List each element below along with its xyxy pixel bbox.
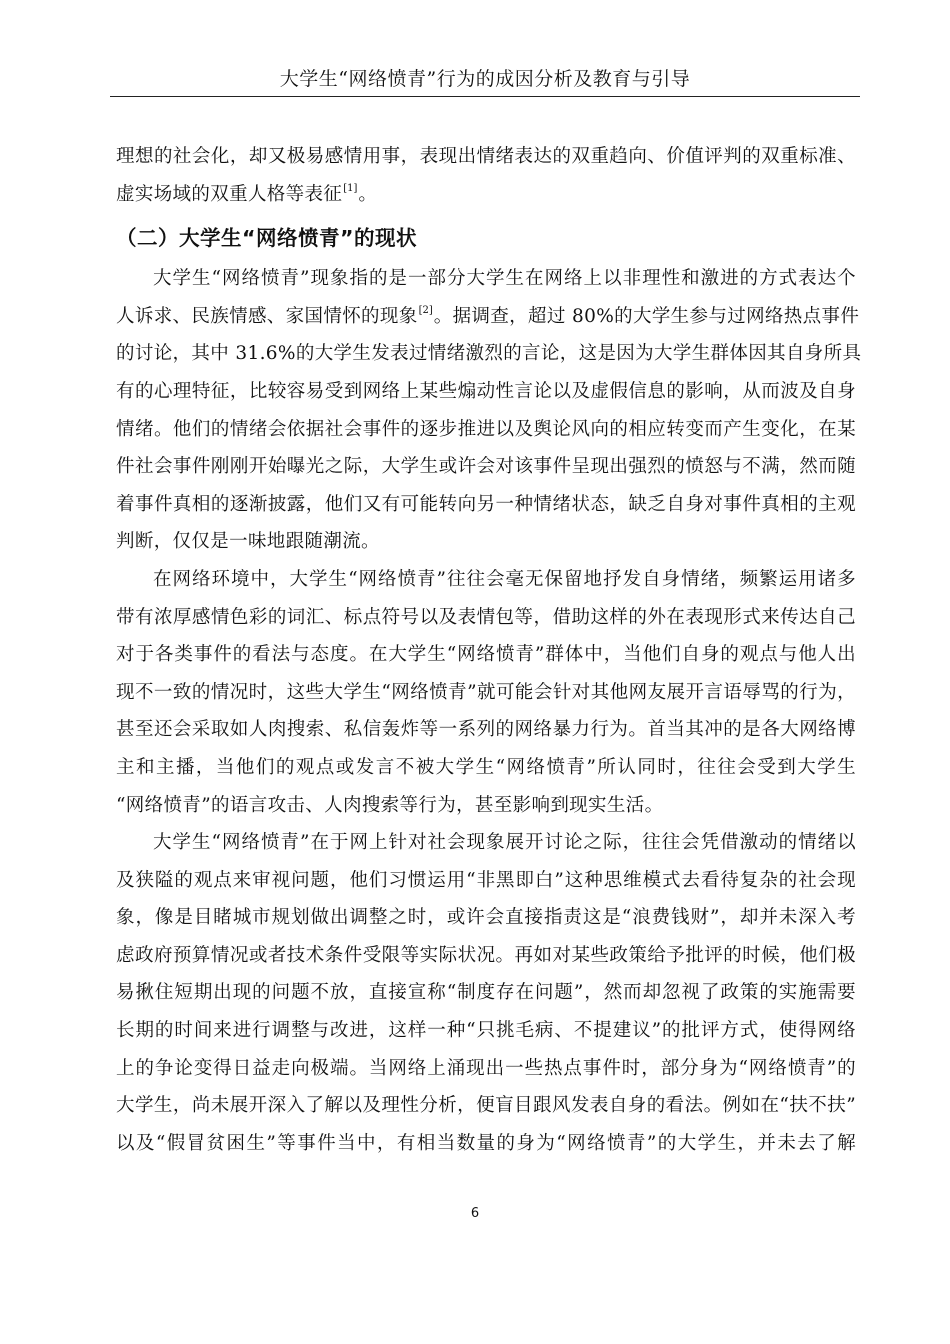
text-line: 判断，仅仅是一味地跟随潮流。 [116,531,380,553]
text-span: 。据调查，超过 80%的大学生参与过网络热点事件 [433,305,860,327]
text-line: 带有浓厚感情色彩的词汇、标点符号以及表情包等，借助这样的外在表现形式来传达自己 [116,606,856,628]
text-line: 对于各类事件的看法与态度。在大学生“网络愤青”群体中，当他们自身的观点与他人出 [116,644,856,666]
header-divider [110,96,860,97]
text-line: “网络愤青”的语言攻击、人肉搜索等行为，甚至影响到现实生活。 [116,794,664,816]
text-line: 长期的时间来进行调整与改进，这样一种“只挑毛病、不提建议”的批评方式，使得网络 [116,1020,856,1042]
text-line: 着事件真相的逐渐披露，他们又有可能转向另一种情绪状态，缺乏自身对事件真相的主观 [116,493,856,515]
text-line: 虑政府预算情况或者技术条件受限等实际状况。再如对某些政策给予批评的时候，他们极 [116,944,856,966]
text-line: 理想的社会化，却又极易感情用事，表现出情绪表达的双重趋向、价值评判的双重标准、 [116,146,856,167]
text-span: 人诉求、民族情感、家国情怀的现象 [116,305,418,327]
body-text [116,138,862,1162]
paragraph [116,260,862,561]
text-line: 件社会事件刚刚开始曝光之际，大学生或许会对该事件呈现出强烈的愤怒与不满，然而随 [116,456,856,478]
text-line: 大学生“网络愤青”在于网上针对社会现象展开讨论之际，往往会凭借激动的情绪以 [153,832,856,854]
text-line: 以及“假冒贫困生”等事件当中，有相当数量的身为“网络愤青”的大学生，并未去了解 [116,1132,856,1154]
citation-ref[interactable]: [2] [418,304,433,316]
text-span: 虚实场域的双重人格等表征 [116,183,343,205]
text-line: 及狭隘的观点来审视问题，他们习惯运用“非黑即白”这种思维模式去看待复杂的社会现 [116,869,856,891]
text-line: 象，像是目睹城市规划做出调整之时，或许会直接指责这是“浪费钱财”，却并未深入考 [116,907,856,929]
text-line: 情绪。他们的情绪会依据社会事件的逐步推进以及舆论风向的相应转变而产生变化，在某 [116,418,856,440]
section-heading: （二）大学生“网络愤青”的现状 [116,226,417,251]
text-line [116,298,860,336]
text-line: 上的争论变得日益走向极端。当网络上涌现出一些热点事件时，部分身为“网络愤青”的 [116,1057,856,1079]
text-line: 在网络环境中，大学生“网络愤青”往往会毫无保留地抒发自身情绪，频繁运用诸多 [153,568,856,590]
text-line: 现不一致的情况时，这些大学生“网络愤青”就可能会针对其他网友展开言语辱骂的行为， [116,681,856,703]
text-line: 大学生“网络愤青”现象指的是一部分大学生在网络上以非理性和激进的方式表达个 [153,268,856,290]
text-line: 的讨论，其中 31.6%的大学生发表过情绪激烈的言论，这是因为大学生群体因其自身所具 [116,343,862,365]
text-line: 甚至还会采取如人肉搜索、私信轰炸等一系列的网络暴力行为。首当其冲的是各大网络博 [116,719,856,741]
text-line: 大学生，尚未展开深入了解以及理性分析，便盲目跟风发表自身的看法。例如在“扶不扶” [116,1095,856,1117]
text-line: 易揪住短期出现的问题不放，直接宣称“制度存在问题”，然而却忽视了政策的实施需要 [116,982,856,1004]
text-line [116,176,856,214]
running-header-title: 大学生“网络愤青”行为的成因分析及教育与引导 [279,68,691,90]
citation-ref[interactable]: [1] [343,182,358,194]
paragraph [116,824,856,1162]
text-line: 有的心理特征，比较容易受到网络上某些煽动性言论以及虚假信息的影响，从而波及自身 [116,380,856,402]
paragraph-continuation [116,138,856,213]
text-span: 。 [358,183,378,205]
paragraph [116,561,856,824]
text-line: 主和主播，当他们的观点或发言不被大学生“网络愤青”所认同时，往往会受到大学生 [116,756,856,778]
page-number: 6 [470,1206,480,1221]
